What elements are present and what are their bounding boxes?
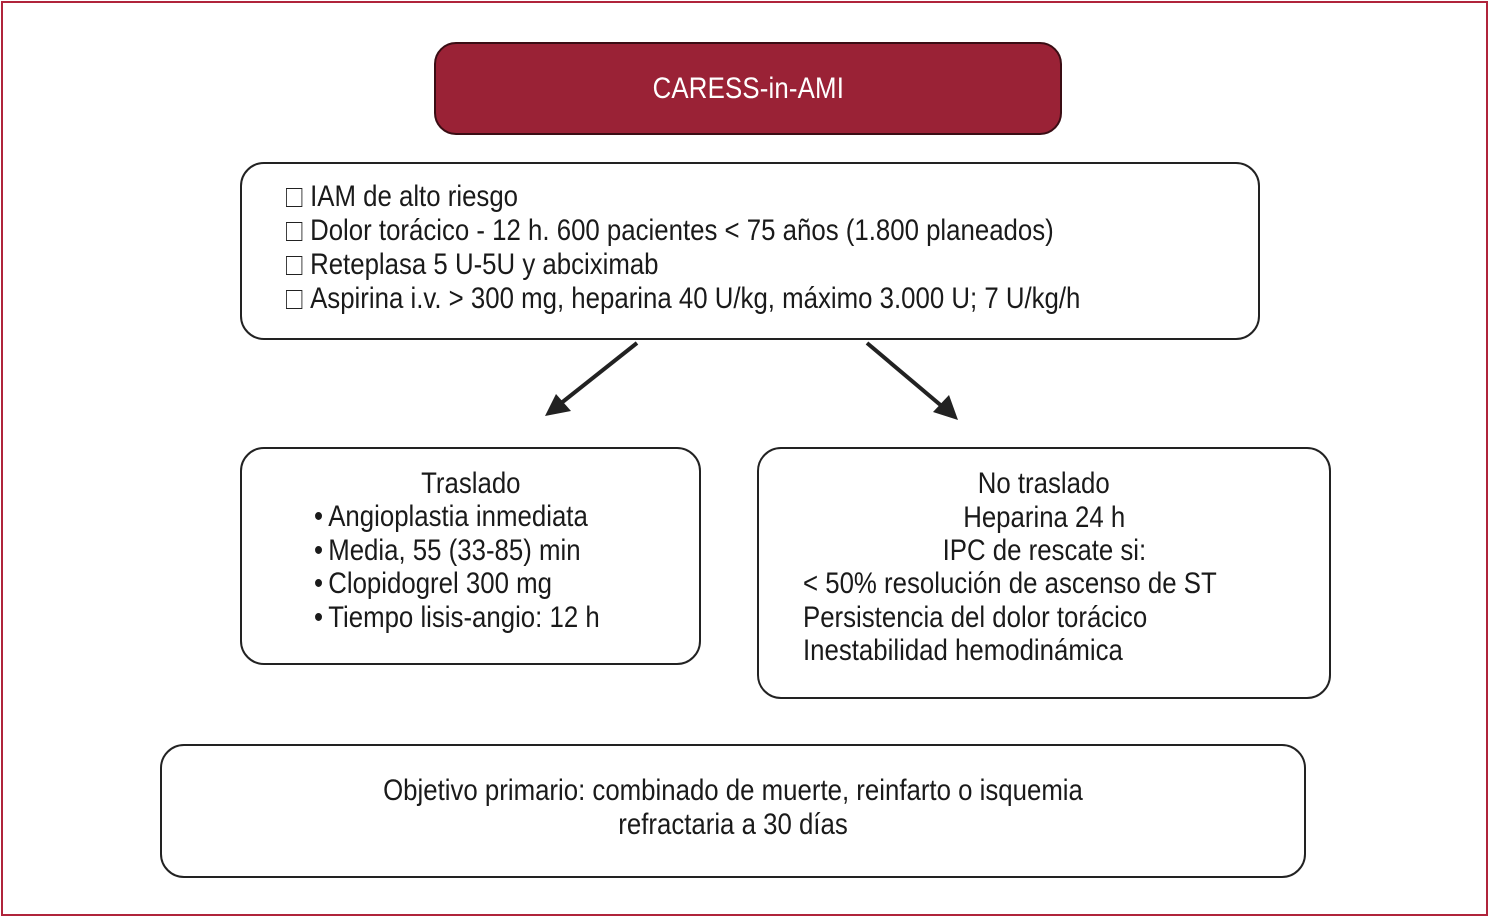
list-item: < 50% resolución de ascenso de ST xyxy=(803,567,1217,600)
transfer-box xyxy=(240,447,701,665)
arrow-to-no-transfer xyxy=(867,343,958,420)
list-item: • Media, 55 (33-85) min xyxy=(314,534,600,568)
criteria-text: IAM de alto riesgo xyxy=(310,180,519,213)
objective-line: Objetivo primario: combinado de muerte, reinfarto o isquemia xyxy=(383,774,1083,807)
list-item: Inestabilidad hemodinámica xyxy=(803,634,1123,667)
criteria-text: Reteplasa 5 U-5U y abciximab xyxy=(310,248,659,281)
rescue-pci-line: IPC de rescate si: xyxy=(942,534,1146,567)
transfer-list xyxy=(314,500,646,634)
rescue-conditions-list xyxy=(803,567,1284,668)
heparin-line: Heparina 24 h xyxy=(962,500,1126,534)
primary-objective-box xyxy=(160,744,1306,878)
criteria-text: Dolor torácico - 12 h. 600 pacientes < 75 años (1.800 planeados) xyxy=(310,214,1054,247)
diagram-title: CARESS-in-AMI xyxy=(652,71,844,105)
arrow-to-transfer xyxy=(545,343,637,416)
no-transfer-heading: No traslado xyxy=(978,467,1110,500)
transfer-heading: Traslado xyxy=(420,467,521,500)
list-item: • Clopidogrel 300 mg xyxy=(314,567,600,601)
objective-line: refractaria a 30 días xyxy=(618,808,848,841)
list-item: • Angioplastia inmediata xyxy=(314,500,600,534)
criteria-text: Aspirina i.v. > 300 mg, heparina 40 U/kg, máximo 3.000 U; 7 U/kg/h xyxy=(310,282,1081,315)
list-item: Persistencia del dolor torácico xyxy=(803,600,1148,634)
no-transfer-box xyxy=(757,447,1331,699)
list-item: • Tiempo lisis-angio: 12 h xyxy=(314,601,600,635)
